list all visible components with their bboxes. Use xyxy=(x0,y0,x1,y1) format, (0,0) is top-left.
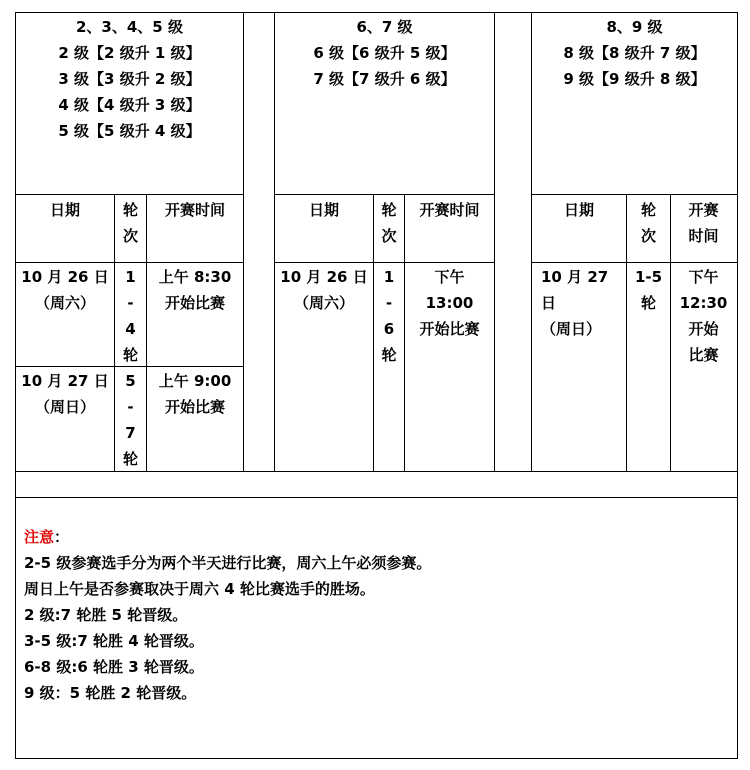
date-cell: （周日） xyxy=(34,398,95,416)
round-cell: - xyxy=(127,398,134,416)
group-title: 2、3、4、5 级 xyxy=(76,18,183,36)
round-cell: 6 xyxy=(383,320,395,338)
round-cell: 轮 xyxy=(122,450,138,468)
notes-section xyxy=(24,524,431,706)
level-line: 7 级【7 级升 6 级】 xyxy=(313,70,456,88)
col-header-round: 轮 xyxy=(381,201,397,219)
time-cell: 开始比赛 xyxy=(164,398,225,416)
level-line: 4 级【4 级升 3 级】 xyxy=(58,96,201,114)
round-cell: 轮 xyxy=(640,294,656,312)
time-cell: 比赛 xyxy=(688,346,719,364)
time-cell: 上午 9:00 xyxy=(158,372,232,390)
note-line: 2-5 级参赛选手分为两个半天进行比赛，周六上午必须参赛。 xyxy=(24,554,432,572)
group-title: 8、9 级 xyxy=(606,18,663,36)
time-cell: 开始比赛 xyxy=(419,320,480,338)
group-title: 6、7 级 xyxy=(356,18,413,36)
col-header-round: 次 xyxy=(122,227,138,245)
level-line: 2 级【2 级升 1 级】 xyxy=(58,44,201,62)
note-line: 3-5 级:7 轮胜 4 轮晋级。 xyxy=(24,632,204,650)
col-header-time: 开赛时间 xyxy=(419,201,480,219)
date-cell: 10 月 26 日 xyxy=(21,268,109,286)
round-cell: 1 xyxy=(125,268,136,286)
level-line: 8 级【8 级升 7 级】 xyxy=(563,44,706,62)
col-header-round: 次 xyxy=(381,227,397,245)
notes-label: 注意 xyxy=(24,528,55,546)
date-cell: 10 月 27 xyxy=(541,268,609,286)
col-header-round: 轮 xyxy=(122,201,138,219)
col-header-round: 次 xyxy=(640,227,656,245)
level-line: 9 级【9 级升 8 级】 xyxy=(563,70,706,88)
col-header-date: 日期 xyxy=(49,201,80,219)
time-cell: 开始 xyxy=(688,320,719,338)
round-cell: - xyxy=(385,294,393,312)
col-header-time: 开赛时间 xyxy=(164,201,225,219)
time-cell: 开始比赛 xyxy=(164,294,225,312)
date-cell: （周六） xyxy=(293,294,354,312)
time-cell: 13:00 xyxy=(425,294,474,312)
round-cell: 1 xyxy=(383,268,395,286)
round-cell: - xyxy=(127,294,134,312)
date-cell: 日 xyxy=(541,294,557,312)
time-cell: 下午 xyxy=(688,268,719,286)
time-cell: 12:30 xyxy=(679,294,728,312)
level-line: 3 级【3 级升 2 级】 xyxy=(58,70,201,88)
note-line: 9 级：5 轮胜 2 轮晋级。 xyxy=(24,684,197,702)
col-header-time: 时间 xyxy=(688,227,719,245)
round-cell: 4 xyxy=(125,320,136,338)
col-header-date: 日期 xyxy=(308,201,339,219)
level-line: 6 级【6 级升 5 级】 xyxy=(313,44,456,62)
round-cell: 1-5 xyxy=(634,268,663,286)
time-cell: 下午 xyxy=(434,268,465,286)
col-header-time: 开赛 xyxy=(688,201,719,219)
round-cell: 7 xyxy=(125,424,136,442)
notes-colon: ： xyxy=(54,528,70,546)
round-cell: 5 xyxy=(125,372,136,390)
col-header-date: 日期 xyxy=(563,201,594,219)
date-cell: 10 月 27 日 xyxy=(21,372,109,390)
date-cell: （周日） xyxy=(541,320,602,338)
level-line: 5 级【5 级升 4 级】 xyxy=(58,122,201,140)
note-line: 周日上午是否参赛取决于周六 4 轮比赛选手的胜场。 xyxy=(24,580,375,598)
note-line: 2 级:7 轮胜 5 轮晋级。 xyxy=(24,606,188,624)
round-cell: 轮 xyxy=(381,346,397,364)
col-header-round: 轮 xyxy=(640,201,656,219)
date-cell: 10 月 26 日 xyxy=(280,268,368,286)
round-cell: 轮 xyxy=(122,346,138,364)
note-line: 6-8 级:6 轮胜 3 轮晋级。 xyxy=(24,658,204,676)
time-cell: 上午 8:30 xyxy=(158,268,232,286)
date-cell: （周六） xyxy=(34,294,95,312)
notes-heading xyxy=(24,524,431,550)
